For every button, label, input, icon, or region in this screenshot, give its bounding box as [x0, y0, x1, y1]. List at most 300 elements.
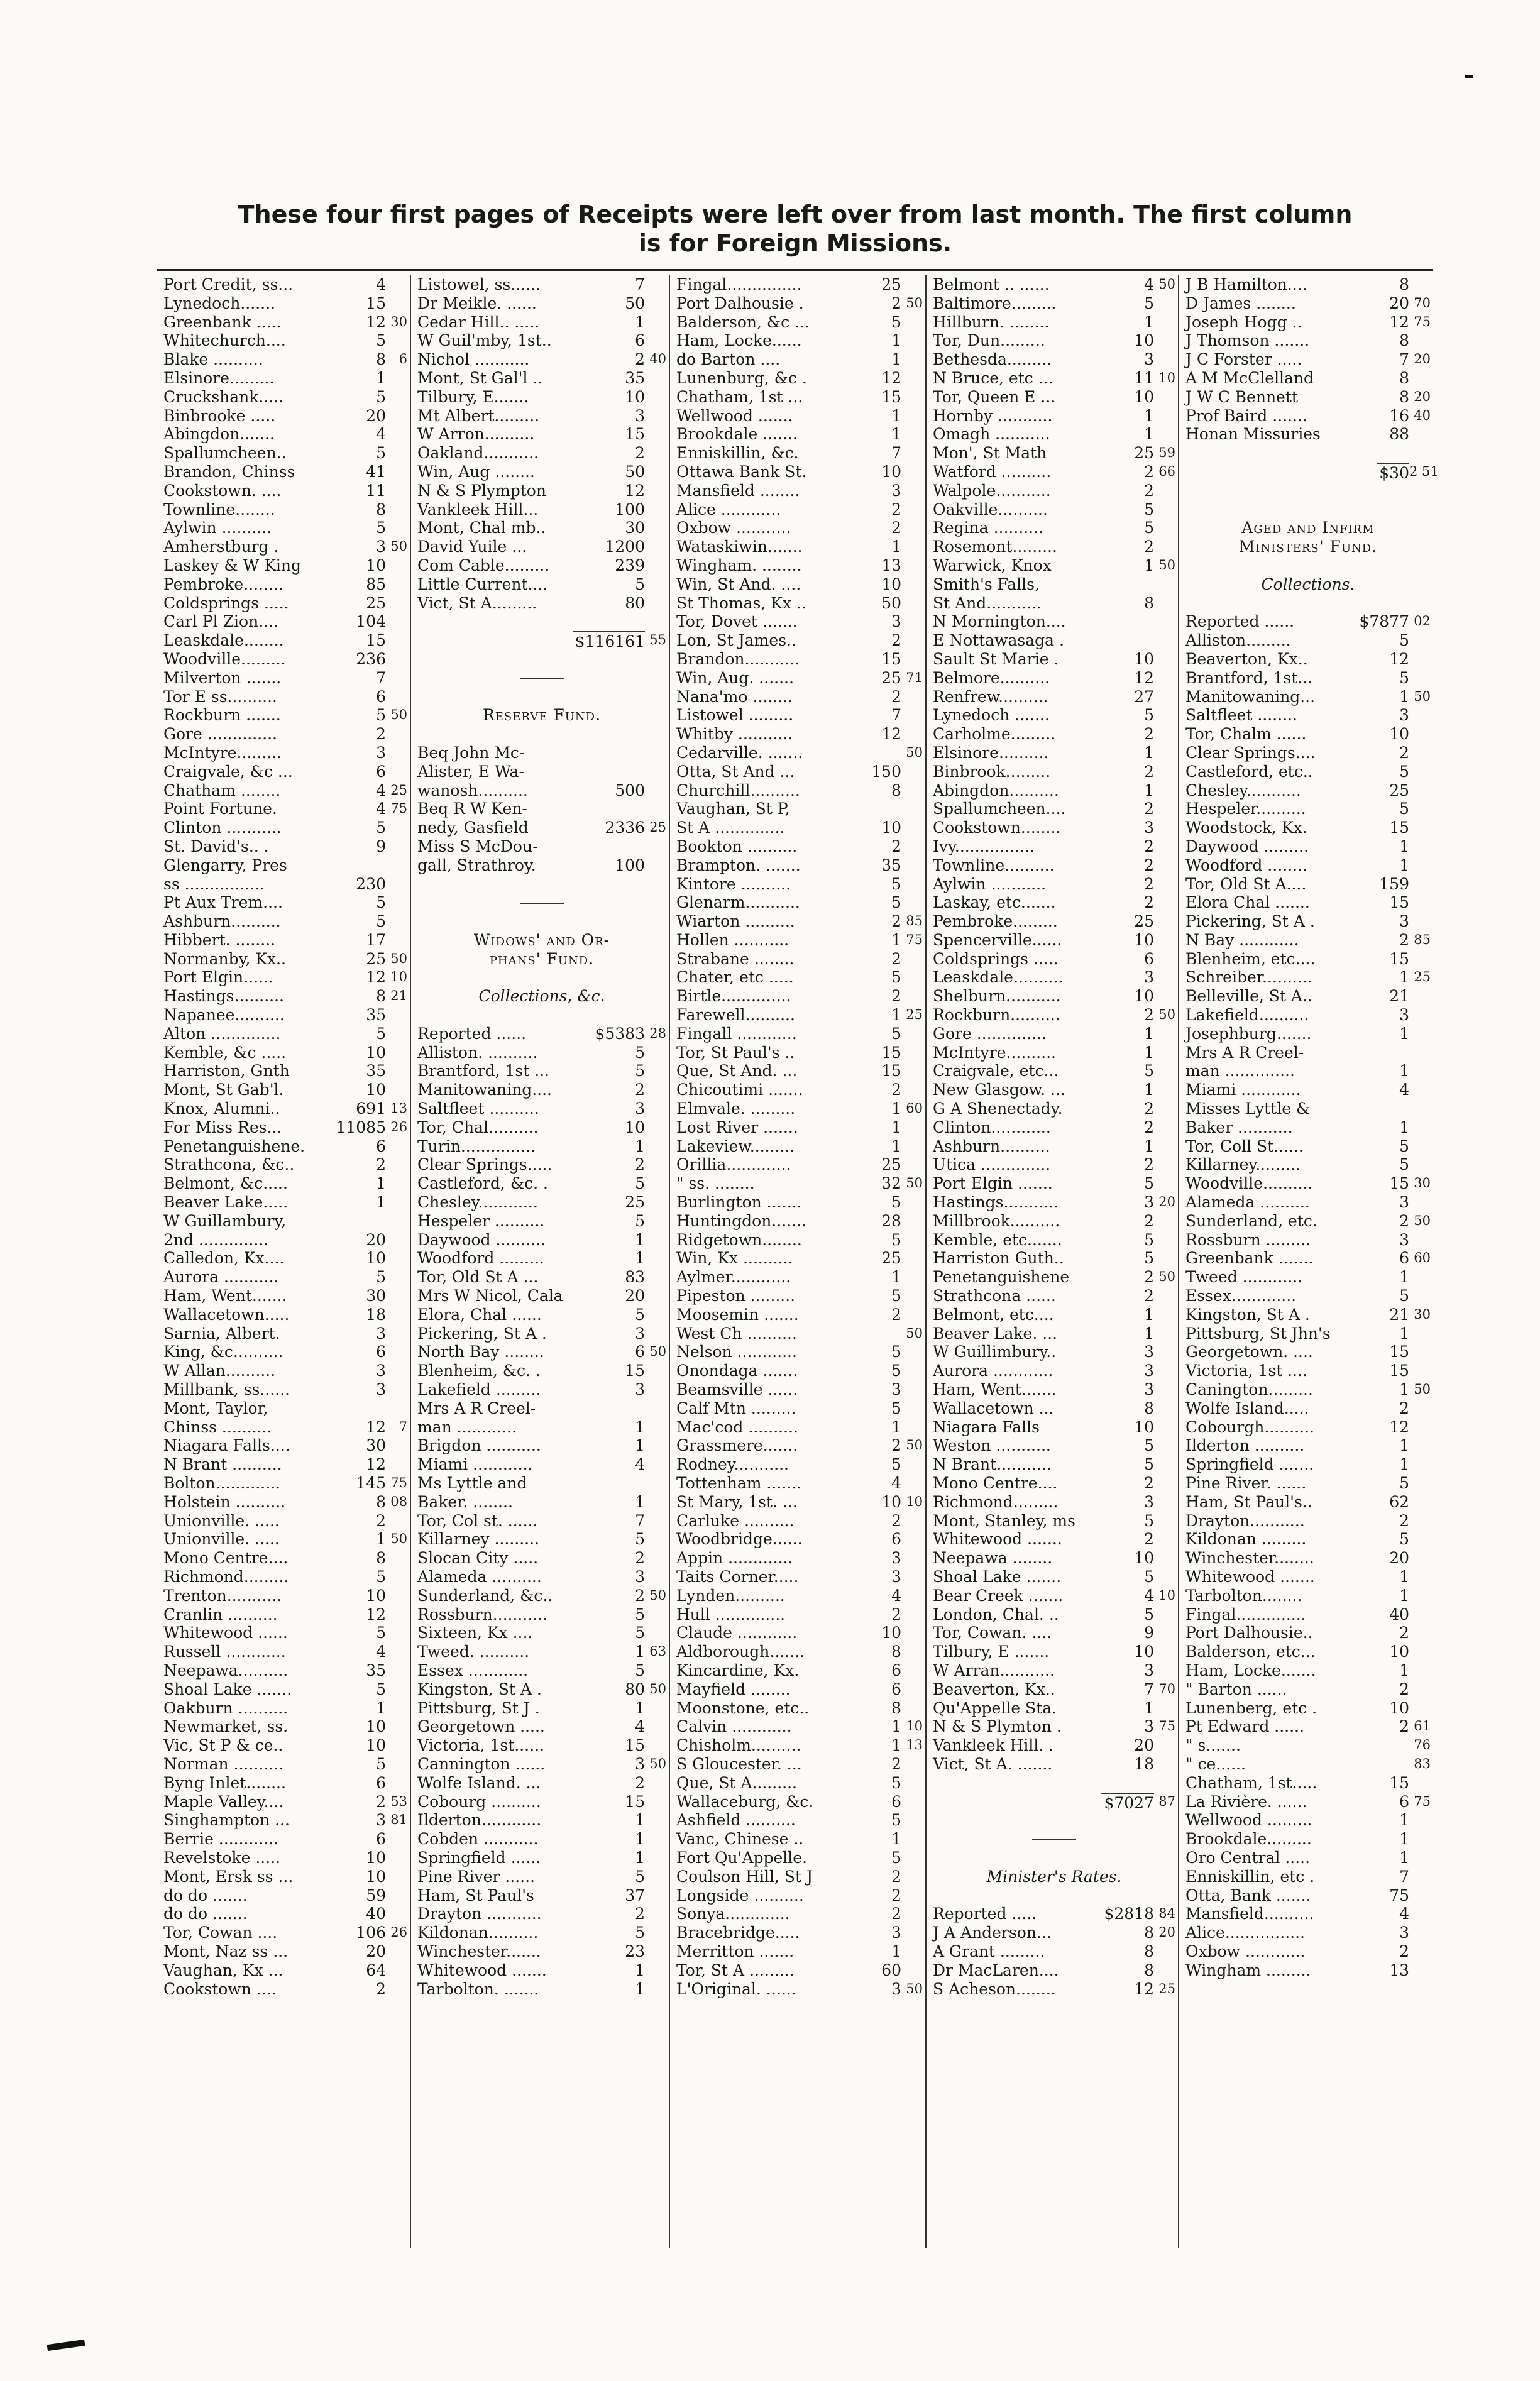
entry-name: Tor, Cowan. .... [933, 1624, 1052, 1642]
entry-name: For Miss Res... [163, 1118, 282, 1136]
entry-cents [1154, 1231, 1175, 1250]
entry-cents [1154, 912, 1175, 931]
entry-amount: 5 [1144, 1174, 1154, 1193]
entry-cents [1154, 1118, 1175, 1137]
receipt-entry [163, 313, 407, 332]
entry-amount: 25 [366, 593, 386, 612]
entry-name: Coldsprings ..... [933, 949, 1059, 968]
entry-name: Richmond......... [933, 1492, 1059, 1511]
entry-amount: $7877 [1359, 612, 1409, 631]
entry-amount: 10 [366, 1586, 386, 1605]
entry-cents: 10 [906, 1493, 923, 1509]
entry-amount: 5 [1144, 706, 1154, 725]
entry-cents [386, 1736, 407, 1755]
entry-cents: 20 [1414, 388, 1431, 404]
entry-amount: 2 [635, 444, 645, 463]
entry-name: Knox, Alumni.. [163, 1099, 280, 1118]
receipt-entry [676, 1774, 923, 1793]
entry-name: Whitewood ....... [417, 1960, 547, 1979]
entry-name: Aldborough....... [676, 1642, 805, 1661]
receipt-entry [417, 1661, 666, 1680]
entry-amount: 2 [1399, 1399, 1409, 1417]
entry-cents [901, 1830, 923, 1849]
column-total [1185, 463, 1439, 482]
entry-name: Shoal Lake ....... [163, 1680, 292, 1698]
entry-name: Lakefield ......... [417, 1380, 541, 1399]
receipt-entry [933, 1624, 1175, 1642]
entry-cents [1154, 893, 1175, 912]
receipt-entry [417, 1699, 666, 1718]
entry-amount: 1 [1399, 1830, 1409, 1849]
entry-cents [645, 1287, 666, 1306]
entry-cents [1154, 1174, 1175, 1193]
receipt-entry [933, 950, 1175, 969]
entry-amount: 1 [891, 1006, 901, 1025]
entry-name: Sonya............. [676, 1905, 790, 1923]
entry-name: Spallumcheen.... [933, 800, 1066, 818]
entry-amount: 1 [891, 1717, 901, 1736]
entry-cents [645, 1717, 666, 1736]
entry-name: Tor, Chalm ...... [1185, 725, 1307, 744]
receipt-entry [676, 1380, 923, 1399]
entry-amount: 5 [376, 1754, 386, 1773]
entry-cents [645, 519, 666, 537]
entry-cents [386, 1680, 407, 1699]
entry-cents [1154, 1099, 1175, 1118]
entry-cents [901, 1118, 923, 1137]
entry-name: A Grant ......... [933, 1942, 1045, 1960]
entry-name: Lakeview......... [676, 1136, 795, 1155]
entry-cents: 75 [906, 932, 923, 947]
entry-amount: 2 [635, 1081, 645, 1099]
receipt-entry [1185, 1081, 1431, 1099]
entry-name: Niagara Falls.... [163, 1436, 290, 1455]
entry-name: Mont, St Gal'l .. [417, 368, 543, 387]
entry-amount: 2 [891, 294, 901, 312]
entry-amount: 150 [871, 762, 901, 781]
entry-cents [1409, 1155, 1431, 1174]
entry-amount: 2 [1144, 837, 1154, 855]
receipt-column [669, 275, 925, 2248]
entry-name: Miami ............ [417, 1455, 533, 1474]
entry-name: Turin............... [417, 1136, 536, 1155]
entry-amount: 3 [1144, 818, 1154, 837]
entry-cents [1409, 369, 1431, 388]
entry-name: St Thomas, Kx .. [676, 593, 806, 612]
entry-amount: 7 [635, 1511, 645, 1530]
entry-cents [901, 1268, 923, 1287]
receipt-entry [163, 800, 407, 818]
receipt-entry [676, 1830, 923, 1849]
receipt-entry [417, 1324, 666, 1343]
entry-cents [1154, 1399, 1175, 1418]
receipt-entry [417, 537, 666, 556]
entry-amount: 12 [1389, 312, 1409, 331]
entry-cents [645, 1399, 666, 1418]
entry-amount: 11 [1134, 368, 1154, 387]
entry-amount: 5 [376, 444, 386, 463]
entry-name: Ilderton .......... [1185, 1436, 1305, 1455]
entry-cents: 08 [390, 1493, 407, 1509]
receipt-entry [163, 556, 407, 575]
entry-name: Otta, Bank ....... [1185, 1886, 1311, 1905]
entry-name: Russell ............ [163, 1642, 286, 1661]
entry-name: Pine River. ...... [1185, 1474, 1307, 1492]
entry-amount [621, 762, 645, 781]
receipt-entry [417, 1212, 666, 1231]
receipt-entry [417, 275, 666, 294]
entry-name: Pittsburg, St Jhn's [1185, 1324, 1331, 1343]
entry-name: Tor, Chal.......... [417, 1118, 539, 1136]
entry-name: Castleford, &c. . [417, 1174, 548, 1193]
entry-cents [901, 1025, 923, 1043]
entry-amount: 100 [615, 855, 645, 874]
entry-amount: 15 [625, 1361, 645, 1380]
receipt-entry [417, 1474, 666, 1493]
entry-cents [1154, 350, 1175, 369]
section-heading [417, 706, 666, 725]
entry-amount: 1 [635, 1492, 645, 1511]
receipt-column [1178, 275, 1439, 2248]
entry-amount: 1 [376, 1193, 386, 1212]
entry-name: " ss. ........ [676, 1174, 755, 1193]
receipt-entry [1185, 856, 1431, 875]
entry-cents [645, 1174, 666, 1193]
entry-cents [386, 1605, 407, 1624]
entry-amount: 10 [366, 1848, 386, 1867]
entry-amount: 3 [1399, 1230, 1409, 1249]
entry-amount: 3 [376, 1361, 386, 1380]
entry-name: Spallumcheen.. [163, 444, 287, 463]
entry-amount: 1 [1144, 312, 1154, 331]
entry-name: Beaverton, Kx.. [1185, 649, 1308, 668]
entry-amount: 5 [891, 874, 901, 893]
entry-name: Mont, Stanley, ms [933, 1511, 1075, 1530]
receipt-entry [933, 575, 1175, 594]
receipt-entry [163, 1399, 407, 1418]
receipt-entry [1185, 912, 1431, 931]
blank-line [1185, 556, 1431, 575]
entry-cents [901, 1905, 923, 1923]
entry-name: Tarbolton........ [1185, 1586, 1302, 1605]
entry-amount: 3 [1144, 1717, 1154, 1736]
receipt-entry [933, 313, 1175, 332]
entry-cents [645, 500, 666, 519]
receipt-entry [933, 837, 1175, 856]
entry-name: Moosemin ....... [676, 1305, 799, 1324]
receipt-entry [417, 762, 666, 781]
receipt-entry [163, 444, 407, 463]
entry-cents [386, 425, 407, 444]
receipt-entry [933, 1661, 1175, 1680]
receipt-entry [676, 1717, 923, 1736]
entry-amount: $116161 [573, 631, 645, 650]
entry-amount: 5 [635, 1605, 645, 1624]
entry-cents: 85 [1414, 932, 1431, 947]
receipt-entry [163, 369, 407, 388]
entry-amount: 20 [1134, 1736, 1154, 1755]
entry-amount: 10 [1134, 331, 1154, 350]
heading-text: Widows' and Or- [473, 930, 610, 949]
entry-name: Mac'cod .......... [676, 1417, 798, 1436]
entry-name: Mont, Ersk ss ... [163, 1867, 294, 1886]
receipt-entry [417, 594, 666, 613]
entry-name: Chater, etc ..... [676, 968, 794, 987]
entry-name: Wataskiwin....... [676, 537, 803, 556]
receipt-entry [417, 1025, 666, 1043]
receipt-entry [417, 1942, 666, 1961]
entry-name: Brandon, Chinss [163, 462, 295, 481]
entry-name: Abingdon....... [163, 425, 275, 444]
receipt-entry [417, 1193, 666, 1212]
receipt-entry [417, 575, 666, 594]
entry-cents [901, 1455, 923, 1474]
receipt-entry [1185, 1418, 1431, 1437]
entry-cents [1154, 875, 1175, 894]
entry-cents [1409, 1605, 1431, 1624]
entry-amount: 5 [376, 893, 386, 912]
entry-name: Chatham, 1st ... [676, 387, 803, 406]
entry-cents [1409, 1137, 1431, 1156]
receipt-entry [417, 1605, 666, 1624]
receipt-entry [163, 1530, 407, 1549]
entry-name: Carl Pl Zion.... [163, 612, 278, 631]
entry-amount: 4 [376, 275, 386, 294]
entry-amount: 6 [891, 1792, 901, 1811]
entry-name: Ham, Locke....... [1185, 1661, 1316, 1680]
entry-cents [1154, 407, 1175, 426]
entry-name: Rossburn........... [417, 1605, 548, 1624]
entry-amount: 5 [891, 1399, 901, 1417]
entry-cents [386, 331, 407, 350]
entry-name: Brantford, 1st ... [417, 1062, 550, 1081]
entry-cents [386, 875, 407, 894]
entry-amount: 3 [635, 1324, 645, 1343]
entry-amount: 5 [635, 1043, 645, 1062]
entry-name: Birtle.............. [676, 987, 791, 1006]
entry-name: Wolfe Island..... [1185, 1399, 1309, 1417]
entry-amount: 12 [1389, 649, 1409, 668]
entry-cents [1154, 669, 1175, 688]
receipt-entry [1185, 1062, 1431, 1081]
entry-name: G A Shenectady. [933, 1099, 1063, 1118]
entry-name: Woodford ........ [1185, 855, 1307, 874]
receipt-entry [1185, 968, 1431, 987]
entry-amount: 5 [891, 1361, 901, 1380]
entry-amount: 5 [891, 1193, 901, 1212]
receipt-entry [417, 1568, 666, 1586]
entry-cents [1409, 893, 1431, 912]
entry-amount: 18 [366, 1305, 386, 1324]
receipt-entry [163, 1923, 407, 1942]
receipt-entry [163, 594, 407, 613]
receipt-entry [676, 1099, 923, 1118]
receipt-entry [1185, 781, 1431, 800]
entry-cents [901, 688, 923, 707]
receipt-entry [1185, 875, 1431, 894]
receipt-entry [676, 1661, 923, 1680]
entry-amount: 15 [1389, 949, 1409, 968]
entry-cents [645, 1624, 666, 1642]
entry-cents [645, 1193, 666, 1212]
entry-name: Tor, Old St A ... [417, 1268, 539, 1287]
entry-cents [901, 500, 923, 519]
receipt-entry [676, 650, 923, 669]
receipt-entry [933, 1680, 1175, 1699]
receipt-entry [163, 856, 407, 875]
entry-amount: 80 [625, 1680, 645, 1698]
entry-amount [1385, 1736, 1409, 1755]
entry-amount: 1 [891, 1136, 901, 1155]
entry-cents [386, 1699, 407, 1718]
receipt-entry [933, 331, 1175, 350]
entry-cents [1154, 388, 1175, 407]
entry-amount: 1 [891, 1099, 901, 1118]
receipt-entry [933, 1380, 1175, 1399]
entry-name: Canington......... [1185, 1380, 1313, 1399]
receipt-entry [933, 688, 1175, 707]
receipt-entry [163, 1062, 407, 1081]
header-line-1: These four first pages of Receipts were left over from last month. The first column [238, 201, 1353, 228]
receipts-columns [157, 275, 1439, 2248]
entry-cents [645, 407, 666, 426]
entry-name: Killarney......... [1185, 1155, 1301, 1174]
entry-amount: 1 [1144, 406, 1154, 425]
entry-cents [386, 1980, 407, 1999]
entry-amount: 5 [891, 1024, 901, 1043]
receipt-entry [1185, 1043, 1431, 1062]
entry-cents [1409, 1942, 1431, 1961]
entry-name: Holstein .......... [163, 1492, 286, 1511]
entry-amount: 1 [1399, 1661, 1409, 1680]
entry-name: Bolton............. [163, 1474, 280, 1492]
entry-name: Bookton .......... [676, 837, 798, 855]
entry-amount: 1 [1144, 556, 1154, 575]
receipt-entry [1185, 1830, 1431, 1849]
blank-line [417, 650, 666, 669]
entry-amount: 5 [635, 1174, 645, 1193]
receipt-entry [1185, 1530, 1431, 1549]
entry-amount: 1 [635, 1830, 645, 1849]
entry-cents [645, 575, 666, 594]
receipt-entry [417, 1287, 666, 1306]
receipt-entry [676, 725, 923, 744]
entry-amount: 8 [376, 350, 386, 369]
entry-name: North Bay ........ [417, 1343, 544, 1361]
entry-cents: 75 [1158, 1718, 1175, 1734]
receipt-entry [1185, 706, 1431, 725]
entry-name: Nana'mo ........ [676, 687, 793, 706]
receipt-entry [676, 1249, 923, 1268]
receipt-entry [163, 1493, 407, 1512]
section-heading [417, 931, 666, 950]
blank-line [933, 1886, 1175, 1905]
entry-amount: 16 [1389, 406, 1409, 425]
entry-amount: 4 [1144, 1586, 1154, 1605]
entry-cents [645, 1961, 666, 1980]
entry-amount: 4 [1399, 1081, 1409, 1099]
entry-amount: 10 [881, 575, 901, 593]
entry-name: New Glasgow. ... [933, 1081, 1065, 1099]
receipt-entry [676, 294, 923, 313]
receipt-entry [933, 500, 1175, 519]
entry-cents [645, 1830, 666, 1849]
receipt-entry [163, 1755, 407, 1774]
entry-cents: 70 [1414, 295, 1431, 311]
entry-name: Aurora ........... [163, 1268, 279, 1287]
entry-name: Kingston, St A . [1185, 1305, 1310, 1324]
entry-name: Victoria, 1st...... [417, 1736, 544, 1755]
entry-name: Wolfe Island. ... [417, 1773, 541, 1792]
entry-amount: 1 [891, 1942, 901, 1960]
entry-cents [386, 1043, 407, 1062]
entry-cents [1409, 762, 1431, 781]
entry-cents [386, 1137, 407, 1156]
entry-amount: 80 [625, 593, 645, 612]
receipt-entry [417, 556, 666, 575]
blank-line [1185, 444, 1431, 463]
entry-cents [386, 519, 407, 537]
entry-name: Bracebridge..... [676, 1923, 800, 1942]
entry-cents [901, 1306, 923, 1324]
receipt-entry [933, 1118, 1175, 1137]
entry-cents [386, 369, 407, 388]
receipt-entry [417, 744, 666, 762]
entry-name: Belleville, St A.. [1185, 987, 1312, 1006]
entry-cents [1154, 1155, 1175, 1174]
entry-name: Warwick, Knox [933, 556, 1052, 575]
receipt-entry [417, 1043, 666, 1062]
entry-cents [386, 1455, 407, 1474]
entry-amount: 2 [635, 1155, 645, 1174]
entry-amount: 3 [891, 481, 901, 500]
entry-name: W Arran........... [933, 1661, 1055, 1680]
receipt-entry [1185, 1642, 1431, 1661]
receipt-entry [676, 1811, 923, 1830]
entry-cents [901, 444, 923, 463]
entry-cents [1409, 1661, 1431, 1680]
entry-name: Laskey & W King [163, 556, 301, 575]
entry-cents [1409, 1493, 1431, 1512]
entry-name: Elora Chal ....... [1185, 893, 1310, 912]
receipt-entry [933, 1174, 1175, 1193]
entry-name: Hull .............. [676, 1605, 786, 1624]
entry-cents [386, 388, 407, 407]
entry-cents [645, 1081, 666, 1099]
entry-name: Kemble, etc....... [933, 1230, 1062, 1249]
entry-name: Harriston, Gnth [163, 1062, 290, 1081]
entry-cents [1409, 800, 1431, 818]
entry-name: Georgetown. .... [1185, 1343, 1313, 1361]
entry-name: Brookdale......... [1185, 1830, 1312, 1849]
entry-cents [901, 1043, 923, 1062]
entry-amount: 1 [1399, 1436, 1409, 1455]
entry-amount: 20 [625, 1287, 645, 1306]
entry-amount: 7 [891, 706, 901, 725]
entry-amount: 25 [1134, 444, 1154, 463]
entry-cents [901, 481, 923, 500]
blank-line [417, 1006, 666, 1025]
entry-cents [1154, 1755, 1175, 1774]
entry-cents [1154, 519, 1175, 537]
entry-amount: 1 [891, 1268, 901, 1287]
entry-cents [1154, 744, 1175, 762]
receipt-entry [417, 856, 666, 875]
receipt-entry [417, 1512, 666, 1531]
entry-amount: 1 [1144, 1698, 1154, 1717]
receipt-entry [1185, 1099, 1431, 1118]
entry-name: Alister, E Wa- [417, 762, 524, 781]
